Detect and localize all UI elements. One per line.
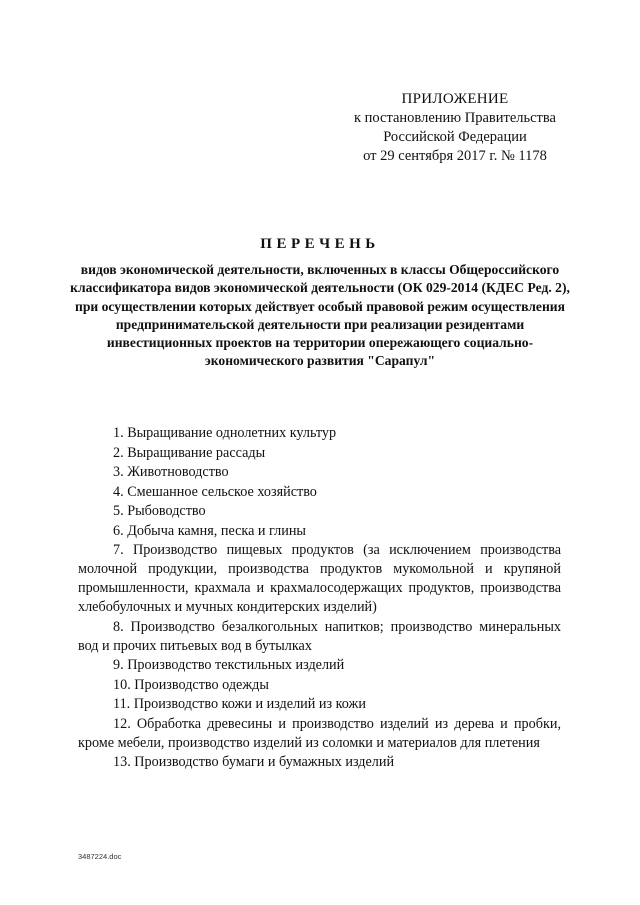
list-item: 2. Выращивание рассады (113, 444, 266, 461)
list-item: 6. Добыча камня, песка и глины (113, 522, 306, 539)
document-subtitle: видов экономической деятельности, включенных в классы Общероссийского классификатора видов экономической деятельности (ОК 029-2014 (КДЕС Ред. 2), при осуществлении которых действует особый правовой режим осуществления предпринимательской деятельности при реализации резидентами инвестиционных проектов на территории опережающего социально-экономического развития "Сарапул" (70, 262, 570, 369)
list-item: 1. Выращивание однолетних культур (113, 425, 337, 441)
list-item: 5. Рыбоводство (113, 503, 206, 519)
appendix-heading: ПРИЛОЖЕНИЕ (401, 91, 509, 107)
list-item: 9. Производство текстильных изделий (113, 657, 345, 673)
appendix-line-2: Российской Федерации (383, 129, 527, 145)
activity-list (78, 424, 561, 773)
appendix-line-3: от 29 сентября 2017 г. № 1178 (363, 148, 547, 164)
list-item: 13. Производство бумаги и бумажных изделий (113, 754, 395, 770)
list-item: 11. Производство кожи и изделий из кожи (113, 696, 366, 712)
appendix-block (330, 90, 580, 166)
list-item: 3. Животноводство (113, 464, 229, 480)
list-item: 4. Смешанное сельское хозяйство (113, 483, 317, 500)
appendix-line-1: к постановлению Правительства (354, 110, 556, 126)
list-item: 12. Обработка древесины и производство изделий из дерева и пробки, кроме мебели, производство изделий из соломки и материалов для плетения (78, 715, 561, 751)
document-title: ПЕРЕЧЕНЬ (260, 236, 380, 252)
list-item: 10. Производство одежды (113, 676, 269, 693)
list-item: 8. Производство безалкогольных напитков; производство минеральных вод и прочих питьевых вод в бутылках (78, 618, 561, 654)
file-name-footer: 3487224.doc (78, 852, 122, 861)
list-item: 7. Производство пищевых продуктов (за исключением производства молочной продукции, производства продуктов мукомольной и крупяной промышленности, крахмала и крахмалосодержащих продуктов, производства хлебобулочных и мучных кондитерских изделий) (78, 542, 561, 615)
